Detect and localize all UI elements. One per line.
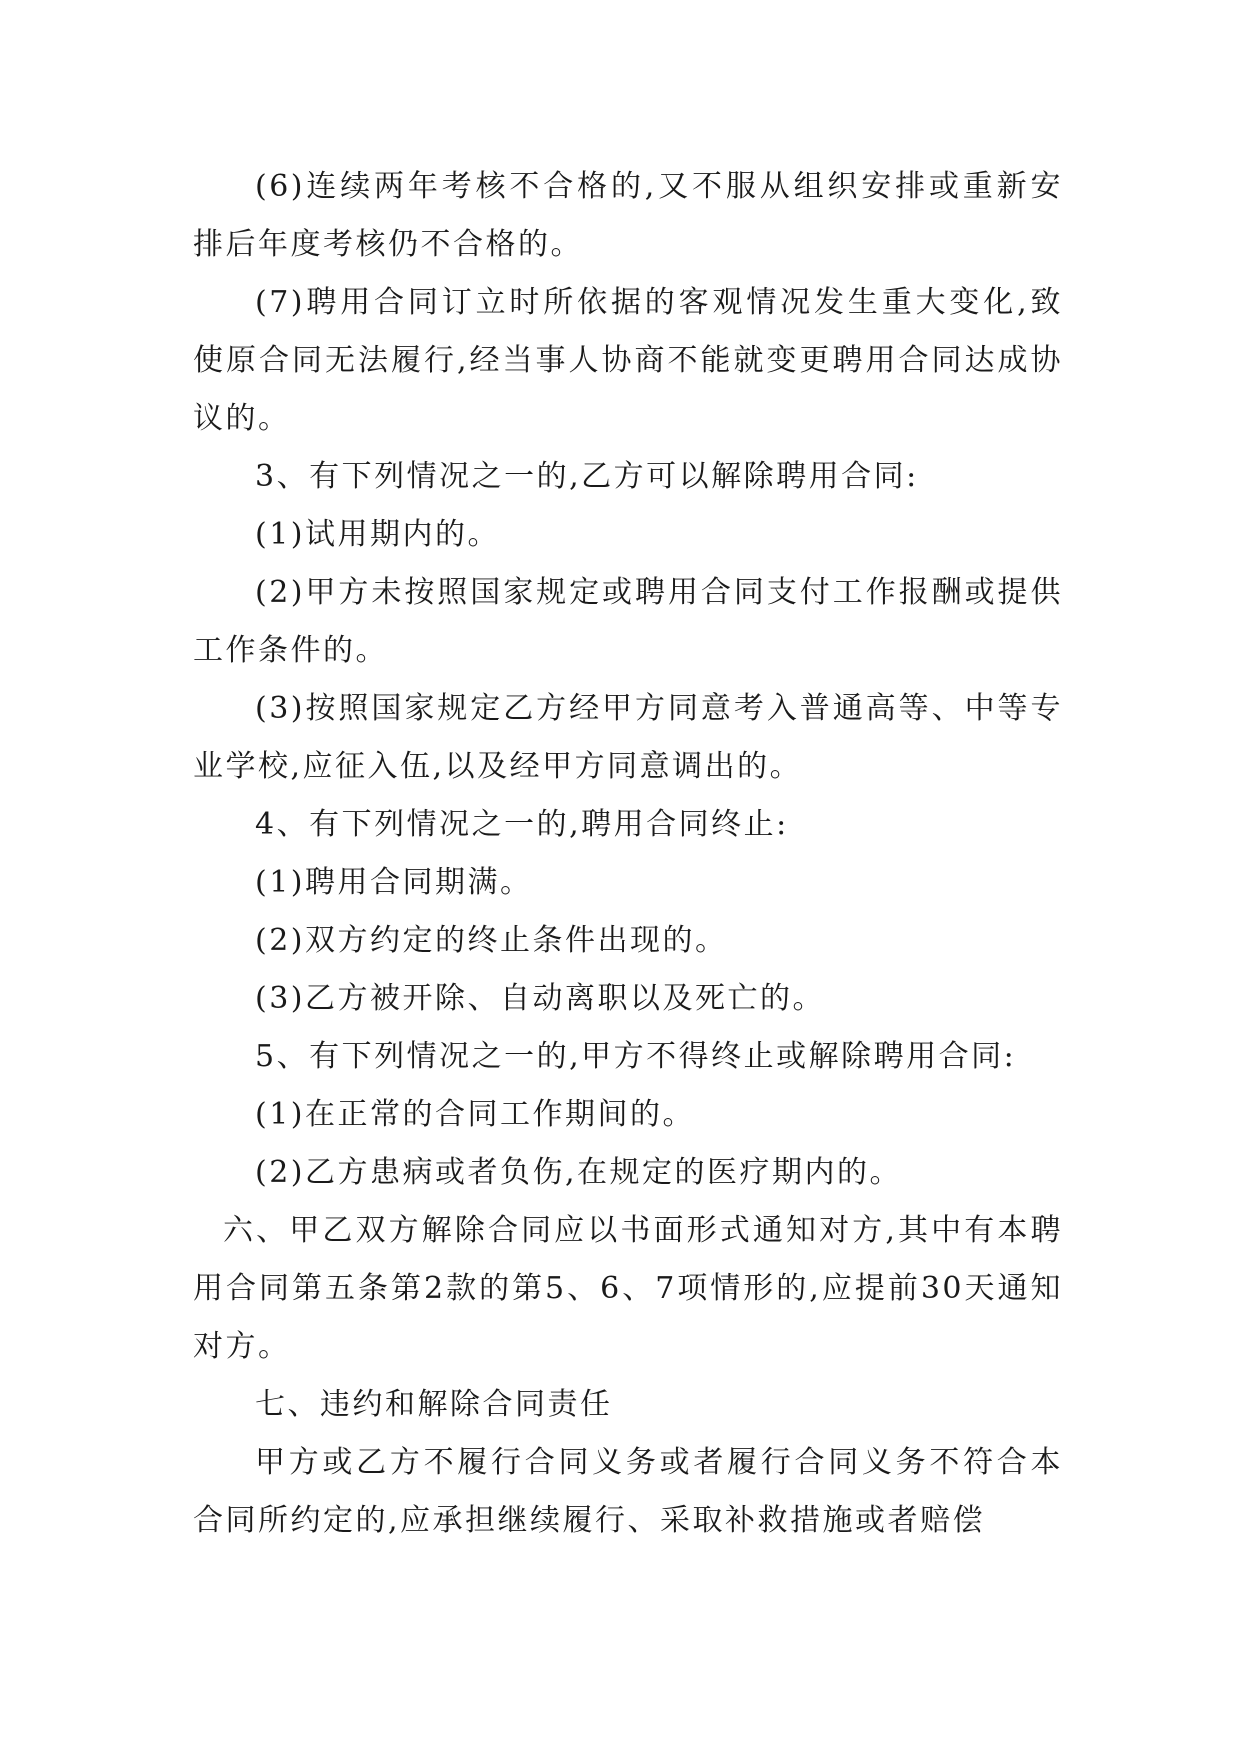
paragraph: (2)双方约定的终止条件出现的。: [255, 923, 728, 958]
paragraph: (3)乙方被开除、自动离职以及死亡的。: [255, 981, 825, 1016]
paragraph: (2)甲方未按照国家规定或聘用合同支付工作报酬或提供工作条件的。: [193, 575, 1063, 668]
paragraph: (1)聘用合同期满。: [255, 865, 533, 900]
paragraph: 4、有下列情况之一的,聘用合同终止:: [255, 807, 789, 842]
paragraph: (2)乙方患病或者负伤,在规定的医疗期内的。: [255, 1155, 903, 1190]
paragraph: 甲方或乙方不履行合同义务或者履行合同义务不符合本合同所约定的,应承担继续履行、采取补救措施或者赔偿: [193, 1445, 1063, 1538]
paragraph: (1)试用期内的。: [255, 517, 500, 552]
paragraph: (6)连续两年考核不合格的,又不服从组织安排或重新安排后年度考核仍不合格的。: [193, 169, 1063, 262]
paragraph: 六、甲乙双方解除合同应以书面形式通知对方,其中有本聘用合同第五条第2款的第5、6、7项情形的,应提前30天通知对方。: [193, 1213, 1063, 1364]
section-heading: 七、违约和解除合同责任: [255, 1387, 613, 1422]
paragraph: (7)聘用合同订立时所依据的客观情况发生重大变化,致使原合同无法履行,经当事人协商不能就变更聘用合同达成协议的。: [193, 285, 1063, 436]
paragraph: 3、有下列情况之一的,乙方可以解除聘用合同:: [255, 459, 919, 494]
document-body: [193, 158, 1063, 1550]
paragraph: (3)按照国家规定乙方经甲方同意考入普通高等、中等专业学校,应征入伍,以及经甲方同意调出的。: [193, 691, 1063, 784]
paragraph: (1)在正常的合同工作期间的。: [255, 1097, 695, 1132]
paragraph: 5、有下列情况之一的,甲方不得终止或解除聘用合同:: [255, 1039, 1017, 1074]
